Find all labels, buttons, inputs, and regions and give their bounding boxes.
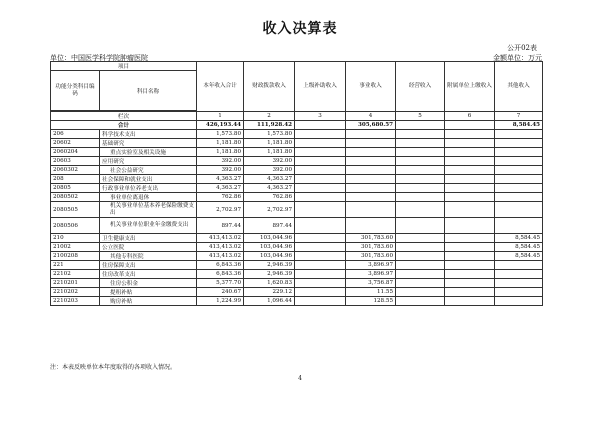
row-v6: [445, 252, 495, 261]
row-v2: 2,946.39: [244, 261, 295, 270]
row-v7: [495, 218, 543, 234]
row-v6: [445, 218, 495, 234]
row-v2: 4,363.27: [244, 184, 295, 193]
row-v5: [396, 148, 445, 157]
row-v6: [445, 157, 495, 166]
row-v6: [445, 130, 495, 139]
row-name: 事业单位离退休: [100, 193, 197, 202]
row-v2: 762.86: [244, 193, 295, 202]
row-v2: 1,181.80: [244, 139, 295, 148]
row-v5: [396, 243, 445, 252]
row-v2: 229.12: [244, 288, 295, 297]
row-code: 2060204: [51, 148, 100, 157]
row-v3: [295, 234, 346, 243]
row-name: 基础研究: [100, 139, 197, 148]
row-v5: [396, 297, 445, 306]
row-v7: [495, 297, 543, 306]
header-func-code: 功能分类科目编码: [51, 71, 100, 111]
header-n7: 7: [495, 112, 543, 121]
row-name: 行政事业单位养老支出: [100, 184, 197, 193]
row-v2: 1,096.44: [244, 297, 295, 306]
row-v2: 2,702.97: [244, 202, 295, 218]
row-code: 20805: [51, 184, 100, 193]
table-row: [51, 252, 543, 261]
row-v7: [495, 270, 543, 279]
header-c7: 其他收入: [495, 62, 543, 112]
row-v3: [295, 252, 346, 261]
total-v3: [295, 121, 346, 130]
row-v1: 240.67: [197, 288, 244, 297]
row-v4: 301,783.60: [346, 252, 396, 261]
row-v7: [495, 193, 543, 202]
row-v7: [495, 261, 543, 270]
table-row: [51, 193, 543, 202]
row-v3: [295, 288, 346, 297]
footnote: 注：本表反映单位本年度取得的各项收入情况。: [50, 364, 177, 371]
row-code: 2210201: [51, 279, 100, 288]
row-v5: [396, 279, 445, 288]
row-v7: [495, 139, 543, 148]
table-row: [51, 270, 543, 279]
row-name: 其他专科医院: [100, 252, 197, 261]
row-v5: [396, 130, 445, 139]
row-v6: [445, 297, 495, 306]
header-n4: 4: [346, 112, 396, 121]
row-name: 重点实验室及相关设施: [100, 148, 197, 157]
row-v6: [445, 166, 495, 175]
row-v2: 103,044.96: [244, 234, 295, 243]
row-v5: [396, 193, 445, 202]
row-name: 公立医院: [100, 243, 197, 252]
row-v4: 301,783.60: [346, 234, 396, 243]
row-v3: [295, 202, 346, 218]
row-v4: [346, 130, 396, 139]
row-v7: [495, 184, 543, 193]
row-name: 社会保障和就业支出: [100, 175, 197, 184]
header-c4: 事业收入: [346, 62, 396, 112]
header-n5: 5: [396, 112, 445, 121]
row-v3: [295, 193, 346, 202]
row-code: 2080506: [51, 218, 100, 234]
form-code: 公开02表: [507, 44, 537, 52]
unit-label: 单位：中国医学科学院肿瘤医院: [50, 54, 148, 62]
table-row: [51, 148, 543, 157]
row-v7: [495, 157, 543, 166]
page-title: 收入决算表: [262, 21, 338, 37]
row-v2: 1,573.80: [244, 130, 295, 139]
row-code: 210: [51, 234, 100, 243]
row-code: 22102: [51, 270, 100, 279]
row-v5: [396, 184, 445, 193]
table-row: [51, 218, 543, 234]
row-v5: [396, 139, 445, 148]
total-label: 合计: [51, 121, 197, 130]
row-v5: [396, 157, 445, 166]
row-v7: [495, 202, 543, 218]
header-c1: 本年收入合计: [197, 62, 244, 112]
header-n6: 6: [445, 112, 495, 121]
row-name: 住房保障支出: [100, 261, 197, 270]
total-v2: 111,928.42: [244, 121, 295, 130]
row-code: 2210203: [51, 297, 100, 306]
row-code: 2080505: [51, 202, 100, 218]
row-v1: 413,413.02: [197, 234, 244, 243]
table-row: [51, 139, 543, 148]
row-v1: 1,573.80: [197, 130, 244, 139]
row-v6: [445, 234, 495, 243]
row-v3: [295, 279, 346, 288]
header-col-label: 栏次: [51, 112, 197, 121]
row-name: 应用研究: [100, 157, 197, 166]
total-v1: 426,193.44: [197, 121, 244, 130]
row-v6: [445, 148, 495, 157]
table-row: [51, 157, 543, 166]
row-v3: [295, 218, 346, 234]
header-n2: 2: [244, 112, 295, 121]
row-v1: 1,181.80: [197, 139, 244, 148]
row-v2: 392.00: [244, 157, 295, 166]
page-number: 4: [298, 375, 302, 382]
row-v1: 6,843.36: [197, 261, 244, 270]
row-v2: 392.00: [244, 166, 295, 175]
row-name: 科学技术支出: [100, 130, 197, 139]
row-v5: [396, 252, 445, 261]
row-v6: [445, 279, 495, 288]
total-v4: 305,680.57: [346, 121, 396, 130]
row-v5: [396, 270, 445, 279]
row-v1: 392.00: [197, 166, 244, 175]
table-row: [51, 288, 543, 297]
table-row: [51, 130, 543, 139]
row-v2: 897.44: [244, 218, 295, 234]
row-v5: [396, 175, 445, 184]
row-v3: [295, 184, 346, 193]
table-row: [51, 175, 543, 184]
row-v3: [295, 243, 346, 252]
header-n1: 1: [197, 112, 244, 121]
row-code: 21002: [51, 243, 100, 252]
row-v5: [396, 202, 445, 218]
row-v7: 8,584.45: [495, 234, 543, 243]
row-v5: [396, 261, 445, 270]
row-name: 购房补贴: [100, 297, 197, 306]
row-v4: 11.55: [346, 288, 396, 297]
row-v5: [396, 218, 445, 234]
row-v4: 3,896.97: [346, 261, 396, 270]
row-v1: 413,413.02: [197, 243, 244, 252]
row-v4: [346, 184, 396, 193]
row-v1: 2,702.97: [197, 202, 244, 218]
row-v3: [295, 297, 346, 306]
row-code: 2100208: [51, 252, 100, 261]
row-v3: [295, 130, 346, 139]
row-name: 提租补贴: [100, 288, 197, 297]
header-c3: 上级补助收入: [295, 62, 346, 112]
row-name: 机关事业单位基本养老保险缴费支出: [100, 202, 197, 218]
table-row: [51, 243, 543, 252]
row-code: 221: [51, 261, 100, 270]
row-v1: 1,181.80: [197, 148, 244, 157]
row-code: 208: [51, 175, 100, 184]
total-v5: [396, 121, 445, 130]
row-v1: 897.44: [197, 218, 244, 234]
row-v5: [396, 234, 445, 243]
row-v6: [445, 184, 495, 193]
row-v3: [295, 139, 346, 148]
row-v7: 8,584.45: [495, 243, 543, 252]
total-v6: [445, 121, 495, 130]
row-v7: [495, 175, 543, 184]
row-v7: 8,584.45: [495, 252, 543, 261]
table-row: [51, 202, 543, 218]
row-v4: 128.55: [346, 297, 396, 306]
row-name: 社会公益研究: [100, 166, 197, 175]
row-v2: 4,363.27: [244, 175, 295, 184]
row-v3: [295, 157, 346, 166]
row-code: 20602: [51, 139, 100, 148]
total-v7: 8,584.45: [495, 121, 543, 130]
row-v6: [445, 261, 495, 270]
row-v1: 5,377.70: [197, 279, 244, 288]
row-v6: [445, 139, 495, 148]
row-v6: [445, 270, 495, 279]
row-v7: [495, 288, 543, 297]
row-v2: 1,181.80: [244, 148, 295, 157]
row-v4: [346, 175, 396, 184]
row-v3: [295, 166, 346, 175]
row-name: 住房公积金: [100, 279, 197, 288]
row-v4: [346, 193, 396, 202]
row-v1: 392.00: [197, 157, 244, 166]
row-v4: [346, 166, 396, 175]
row-v3: [295, 148, 346, 157]
header-project: 项目: [51, 62, 197, 71]
table-row: [51, 261, 543, 270]
row-v7: [495, 148, 543, 157]
row-v3: [295, 261, 346, 270]
table-row: [51, 166, 543, 175]
row-v6: [445, 175, 495, 184]
row-v5: [396, 166, 445, 175]
row-v2: 1,620.83: [244, 279, 295, 288]
row-v4: [346, 139, 396, 148]
row-v1: 4,363.27: [197, 175, 244, 184]
table-row: [51, 279, 543, 288]
row-v7: [495, 130, 543, 139]
row-code: 20603: [51, 157, 100, 166]
row-v7: [495, 166, 543, 175]
table-row: [51, 234, 543, 243]
row-name: 卫生健康支出: [100, 234, 197, 243]
row-v6: [445, 202, 495, 218]
total-row: [51, 121, 543, 130]
row-v6: [445, 243, 495, 252]
row-v1: 413,413.02: [197, 252, 244, 261]
row-code: 206: [51, 130, 100, 139]
row-v4: 301,783.60: [346, 243, 396, 252]
row-code: 2210202: [51, 288, 100, 297]
income-table: [50, 61, 543, 306]
header-subject-name: 科目名称: [100, 71, 197, 111]
row-name: 住房改革支出: [100, 270, 197, 279]
row-code: 2060302: [51, 166, 100, 175]
row-v1: 4,363.27: [197, 184, 244, 193]
row-v5: [396, 288, 445, 297]
row-v2: 103,044.96: [244, 252, 295, 261]
header-c5: 经营收入: [396, 62, 445, 112]
row-v1: 1,224.99: [197, 297, 244, 306]
row-v4: 3,896.97: [346, 270, 396, 279]
table-row: [51, 184, 543, 193]
row-v2: 103,044.96: [244, 243, 295, 252]
row-v3: [295, 175, 346, 184]
row-v2: 2,946.39: [244, 270, 295, 279]
row-v4: [346, 157, 396, 166]
header-n3: 3: [295, 112, 346, 121]
table-row: [51, 297, 543, 306]
row-v1: 6,843.36: [197, 270, 244, 279]
row-v4: [346, 218, 396, 234]
row-code: 2080502: [51, 193, 100, 202]
row-v3: [295, 270, 346, 279]
row-v1: 762.86: [197, 193, 244, 202]
row-v4: [346, 202, 396, 218]
row-v4: [346, 148, 396, 157]
amount-unit: 金额单位：万元: [493, 54, 542, 62]
header-c2: 财政拨款收入: [244, 62, 295, 112]
row-v7: [495, 279, 543, 288]
row-v4: 3,756.87: [346, 279, 396, 288]
row-v6: [445, 288, 495, 297]
row-name: 机关事业单位职业年金缴费支出: [100, 218, 197, 234]
row-v6: [445, 193, 495, 202]
header-c6: 附属单位上缴收入: [445, 62, 495, 112]
